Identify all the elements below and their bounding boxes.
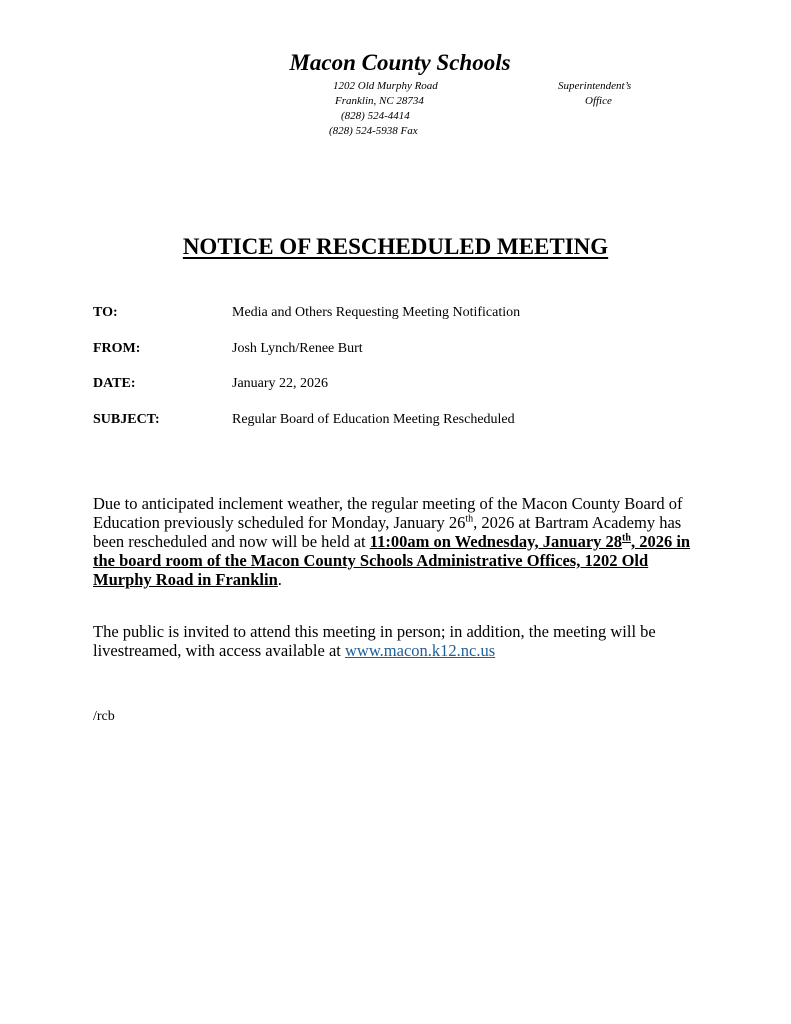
body-paragraph-reschedule (93, 494, 703, 589)
to-label: TO: (93, 305, 118, 320)
date-value: January 22, 2026 (232, 376, 329, 391)
p1-middle: , 2026 at Bartram Academy has been rescheduled and now will be held at (93, 513, 682, 551)
notice-title (0, 233, 791, 261)
p1-ordinal-1: th (465, 513, 474, 525)
subject-label: SUBJECT: (93, 412, 160, 427)
office-name-line1: Superintendent’s (558, 80, 632, 92)
phone-number: (828) 524-4414 (341, 110, 410, 122)
typist-initials: /rcb (93, 709, 115, 724)
p2-text: The public is invited to attend this meeting in person; in addition, the meeting will be livestreamed, with access available at (93, 622, 656, 660)
p1-intro: Due to anticipated inclement weather, the regular meeting of the Macon County Board of Education previously scheduled for Monday, January 26 (93, 494, 683, 532)
address-street: 1202 Old Murphy Road (333, 80, 438, 92)
fax-number: (828) 524-5938 Fax (329, 125, 418, 137)
to-value: Media and Others Requesting Meeting Notification (232, 305, 521, 320)
address-city: Franklin, NC 28734 (335, 95, 424, 107)
body-paragraph-public (93, 622, 703, 660)
p1-ordinal-2: th (622, 532, 631, 544)
date-label: DATE: (93, 376, 136, 391)
from-label: FROM: (93, 341, 141, 356)
website-link[interactable]: www.macon.k12.nc.us (344, 641, 496, 660)
p1-new-time-a: 11:00am on Wednesday, January 28 (369, 532, 623, 551)
p1-end: . (277, 570, 282, 589)
notice-title-text: NOTICE OF RESCHEDULED MEETING (182, 234, 609, 259)
from-value: Josh Lynch/Renee Burt (232, 341, 363, 356)
school-name: Macon County Schools (289, 50, 511, 75)
office-name-line2: Office (585, 95, 612, 107)
subject-value: Regular Board of Education Meeting Rescheduled (232, 412, 515, 427)
p1-new-time-b: , 2026 in the board room of the Macon County Schools Administrative Offices, 1202 Old Murphy Road in Franklin (93, 532, 691, 589)
